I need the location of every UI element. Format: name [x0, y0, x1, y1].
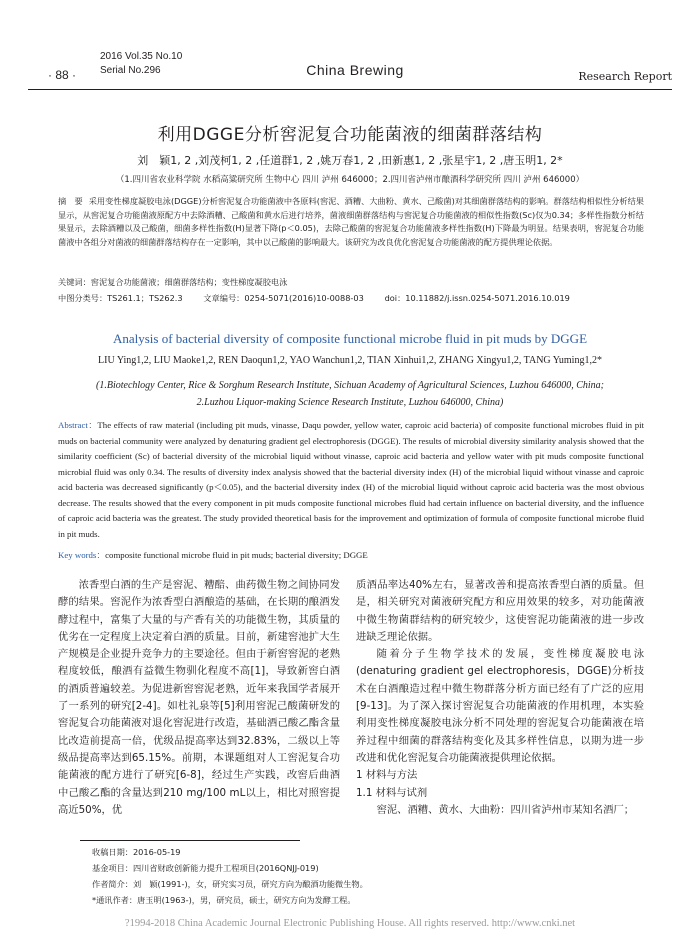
- body-paragraph: 随着分子生物学技术的发展，变性梯度凝胶电泳(denaturing gradient gel electrophoresis，DGGE)分析技术在白酒酿造过程中微生物群落分析方面已经有了广泛的应用[9-13]。为了深入探讨窖泥复合功能菌液的作用机理，本实验利用变性梯度凝胶电泳分析不同处理的窖泥复合功能菌液在培养过程中细菌的群落结构变化及其多样性信息，以期为进一步改进和优化窖泥复合功能菌液提供理论依据。: [356, 648, 644, 764]
- body-column-right: [356, 577, 644, 819]
- subsection-heading: 1.1 材料与试剂: [356, 786, 428, 799]
- section-heading: 1 材料与方法: [356, 769, 418, 782]
- abstract-cn-label: 摘 要: [58, 196, 83, 206]
- body-paragraph: 质酒品率达40%左右，显著改善和提高浓香型白酒的质量。但是，相关研究对菌液研究配方和应用效果的较多，对功能菌液中微生物菌群结构的研究较少，这使窖泥功能菌液的进一步改进缺乏理论依据。: [356, 579, 644, 643]
- section-name: Research Report: [578, 70, 672, 83]
- footnote-corresponding: *通讯作者：唐玉明(1963-)，男，研究员，硕士，研究方向为发酵工程。: [92, 895, 356, 905]
- classification-cn: 中图分类号：TS261.1；TS262.3 文章编号：0254-5071(2016)10-0088-03 doi：10.11882/j.issn.0254-5071.2016.10.019: [58, 293, 570, 303]
- keywords-en-label: Key words：: [58, 550, 106, 560]
- header-divider: [28, 89, 672, 90]
- keywords-en-text: composite functional microbe fluid in pit muds; bacterial diversity; DGGE: [105, 550, 368, 560]
- keywords-en: [58, 548, 644, 561]
- copyright-notice: ?1994-2018 China Academic Journal Electronic Publishing House. All rights reserved. http://www.cnki.net: [124, 918, 576, 929]
- journal-name: China Brewing: [306, 62, 404, 78]
- body-paragraph: 窖泥、酒糟、黄水、大曲粉：四川省泸州市某知名酒厂；: [376, 803, 635, 816]
- affiliation-en-line2: 2.Luzhou Liquor-making Science Research Institute, Luzhou 646000, China): [196, 397, 504, 408]
- serial-label: Serial No.296: [100, 65, 161, 76]
- abstract-en-text: The effects of raw material (including pit muds, vinasse, Daqu powder, yellow water, caproic acid bacteria) of composite functional microbes fluid in pit muds on bacterial community were analyzed by denaturing gradient gel electrophoresis (DGGE). The results of microbial diversity similarity analysis showed that the similarity coefficient (Sc) of bacterial diversity of the microbial liquid without vinasse, caproic acid bacteria and yellow water with pit muds composite functional microbial fluid was only 0.34. The results of diversity index analysis showed that the bacterial diversity index (H) of the microbial liquid without vinasse and caproic acid bacteria was decreased significantly (p＜0.05), and the bacterial diversity index (H) of the microbial liquid without caproic acid bacteria was the most obvious decrease. The results showed that the every component in pit muds composite functional microbes fluid had certain influence on bacterial diversity, and the influence of caproic acid bacteria was the greatest. The study provided theoretical basis for the improvement and optimization of formula of composite functional microbe fluid in pit muds.: [58, 420, 644, 539]
- authors-cn: 刘 颖1, 2 ,刘茂柯1, 2 ,任道群1, 2 ,姚万春1, 2 ,田新惠1, 2 ,张星宇1, 2 ,唐玉明1, 2*: [137, 154, 563, 167]
- abstract-cn-text: 采用变性梯度凝胶电泳(DGGE)分析窖泥复合功能菌液中各原料(窖泥、酒糟、大曲粉、黄水、己酸菌)对其细菌群落结构的影响。群落结构相似性分析结果显示，从窖泥复合功能菌液原配方中去除酒糟、己酸菌和黄水后进行培养，菌液细菌群落结构与窖泥复合功能菌液的相似性指数(Sc)仅为0.34；多样性指数分析结果显示，去除酒糟以及己酸菌，细菌多样性指数(H)显著下降(p＜0.05)，去除己酸菌的窖泥复合功能菌液多样性指数(H)下降最为明显。结果表明，窖泥复合功能菌液中各组分对菌液的细菌群落结构存在一定影响，其中以己酸菌的影响最大。该研究为改良优化窖泥复合功能菌液的配方提供理论依据。: [58, 196, 644, 247]
- abstract-en-label: Abstract：: [58, 420, 98, 430]
- keywords-cn: 关键词：窖泥复合功能菌液；细菌群落结构；变性梯度凝胶电泳: [58, 277, 288, 287]
- footnote-fund: 基金项目：四川省财政创新能力提升工程项目(2016QNJJ-019): [92, 863, 319, 873]
- journal-issue-info: [100, 50, 182, 78]
- affiliation-cn: （1.四川省农业科学院 水稻高粱研究所 生物中心 四川 泸州 646000；2.四川省泸州市酿酒科学研究所 四川 泸州 646000）: [115, 175, 585, 185]
- authors-en: LIU Ying1,2, LIU Maoke1,2, REN Daoqun1,2, YAO Wanchun1,2, TIAN Xinhui1,2, ZHANG Xingyu1,2, TANG Yuming1,2*: [98, 355, 602, 366]
- footnotes: [92, 844, 572, 908]
- affiliation-en-line1: (1.Biotechlogy Center, Rice & Sorghum Research Institute, Sichuan Academy of Agricultural Sciences, Luzhou 646000, China;: [96, 380, 604, 391]
- body-column-left: [58, 577, 340, 819]
- volume-label: 2016 Vol.35 No.10: [100, 51, 183, 62]
- paper-title-en: Analysis of bacterial diversity of composite functional microbe fluid in pit muds by DGGE: [112, 331, 588, 346]
- body-paragraph: 浓香型白酒的生产是窖泥、糟醅、曲药微生物之间协同发酵的结果。窖泥作为浓香型白酒酿造的基础，在长期的酿酒发酵过程中，富集了大量的与产香有关的功能微生物，其质量的优劣在一定程度上决定着白酒的质量。目前，新建窖池扩大生产规模是企业提升竞争力的主要途径。但由于新窖窖泥的老熟程度较低，酿酒有益微生物驯化程度不高[1]，导致新窖白酒的酒质普遍较差。为促进新窖窖泥老熟，近年来我国学者展开了一系列的研究[2-4]。如杜礼泉等[5]利用窖泥己酸菌研发的窖泥复合功能菌液对退化窖泥进行改造，基础酒己酸乙酯含量比改造前提高一倍，优级品提高率达到32.83%，二级以上等级品提高率达到65.15%。前期，本课题组对人工窖泥复合功能菌液的配方进行了研究[6-8]，经过生产实践，改窖后曲酒中己酸乙酯的含量达到210 mg/100 mL以上，相比对照窖提高近50%，优: [58, 579, 340, 816]
- footnote-divider: [80, 840, 300, 841]
- abstract-en: [58, 418, 644, 542]
- page-number: · 88 ·: [48, 68, 77, 82]
- paper-title-cn: 利用DGGE分析窖泥复合功能菌液的细菌群落结构: [157, 125, 543, 145]
- affiliation-en: [0, 377, 700, 411]
- footnote-author: 作者简介：刘 颖(1991-)，女，研究实习员，研究方向为酿酒功能微生物。: [92, 879, 368, 889]
- abstract-cn: [58, 195, 644, 249]
- footnote-received: 收稿日期：2016-05-19: [92, 847, 181, 857]
